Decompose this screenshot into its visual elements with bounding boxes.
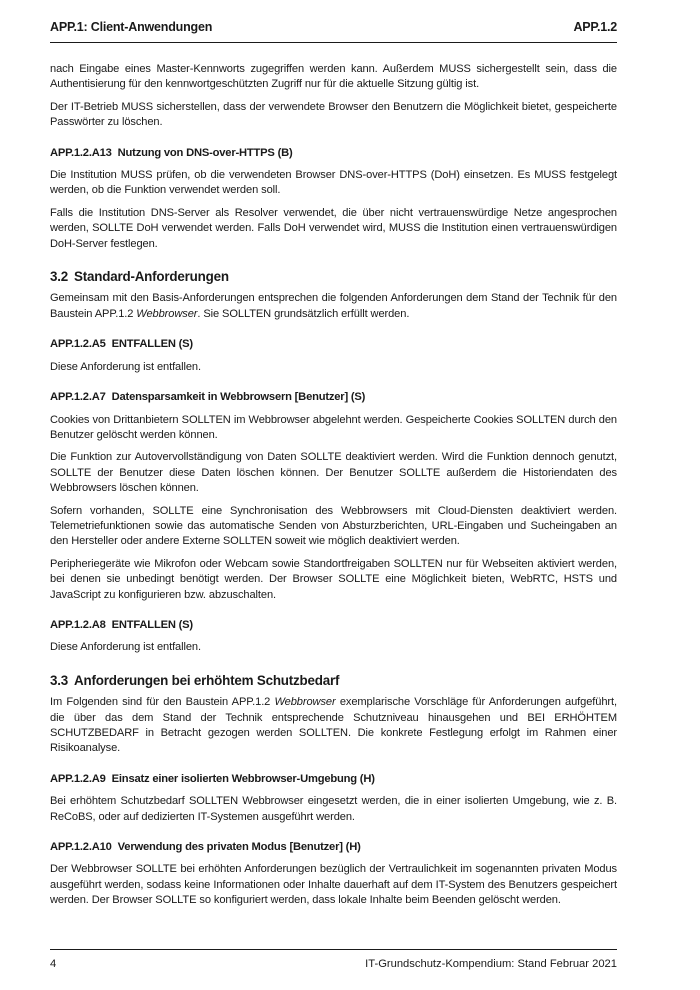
paragraph: Diese Anforderung ist entfallen. — [50, 360, 201, 373]
requirement-heading-a13 — [50, 146, 617, 161]
paragraph: Cookies von Drittanbietern SOLLTEN im Webbrowser abgelehnt werden. Gespeicherte Cookies SOLLTEN durch den Benutzer gelöscht werden können. — [50, 413, 617, 441]
paragraph: Bei erhöhtem Schutzbedarf SOLLTEN Webbrowser eingesetzt werden, die in einer isolierten Umgebung, wie z. B. ReCoBS, oder auf dedizierten IT-Systemen ausgeführt werden. — [50, 795, 617, 823]
requirement-title: Nutzung von DNS-over-HTTPS (B) — [117, 146, 293, 159]
paragraph: Peripheriegeräte wie Mikrofon oder Webcam sowie Standortfreigaben SOLLTEN nur für Webseiten aktiviert werden, bei denen sie unbedingt benötigt werden. Der Browser SOLLTE eine Möglichkeit bieten, WebRTC, HSTS und JavaScript zu konfigurieren bzw. abzuschalten. — [50, 557, 617, 601]
requirement-heading-a10 — [50, 840, 617, 855]
page-number: 4 — [50, 958, 57, 970]
chapter-title: APP.1: Client-Anwendungen — [50, 20, 213, 34]
page-header — [50, 20, 617, 43]
module-id: APP.1.2 — [573, 20, 617, 34]
paragraph: Der Webbrowser SOLLTE bei erhöhten Anforderungen bezüglich der Vertraulichkeit im sogenannten privaten Modus ausgeführt werden, sodass keine Informationen oder Inhalte dauerhaft auf dem IT-System des Benutzers gespeichert werden. Der Browser SOLLTE so konfiguriert werden, dass lokale Inhalte beim Beenden gelöscht werden. — [50, 863, 617, 907]
section-number: 3.3 — [50, 672, 69, 688]
document-source: IT-Grundschutz-Kompendium: Stand Februar 2021 — [365, 958, 617, 970]
requirement-title: ENTFALLEN (S) — [111, 618, 193, 631]
section-heading-3-3 — [50, 673, 617, 688]
requirement-title: Datensparsamkeit in Webbrowsern [Benutzer] (S) — [111, 391, 366, 404]
paragraph: Der IT-Betrieb MUSS sicherstellen, dass der verwendete Browser den Benutzern die Möglichkeit bietet, gespeicherte Passwörter zu löschen. — [50, 100, 617, 129]
paragraph: Diese Anforderung ist entfallen. — [50, 641, 201, 654]
requirement-heading-a8 — [50, 618, 617, 633]
section-heading-3-2 — [50, 269, 617, 284]
paragraph: Falls die Institution DNS-Server als Resolver verwendet, die über nicht vertrauenswürdige Netze angesprochen werden, SOLLTE DoH verwendet werden. Falls DoH verwendet wird, MUSS die Institution einen vertrauenswürdigen DoH-Server festlegen. — [50, 206, 617, 250]
requirement-id: APP.1.2.A8 — [50, 618, 106, 631]
paragraph: Die Institution MUSS prüfen, ob die verwendeten Browser DNS-over-HTTPS (DoH) einsetzen. Es MUSS festgelegt werden, ob die Funktion verwendet werden soll. — [50, 169, 617, 197]
requirement-heading-a9 — [50, 772, 617, 787]
paragraph: Gemeinsam mit den Basis-Anforderungen entsprechen die folgenden Anforderungen dem Stand der Technik für den Baustein APP.1.2 Webbrowser. Sie SOLLTEN grundsätzlich erfüllt werden. — [50, 292, 617, 320]
paragraph: Sofern vorhanden, SOLLTE eine Synchronisation des Webbrowsers mit Cloud-Diensten deaktiviert werden. Telemetriefunktionen sowie das automatische Senden von Absturzberichten, URL-Eingaben und Sucheingaben an den Hersteller oder andere Externe SOLLTEN soweit wie möglich deaktiviert werden. — [50, 504, 617, 548]
requirement-title: Einsatz einer isolierten Webbrowser-Umgebung (H) — [111, 772, 375, 785]
requirement-title: ENTFALLEN (S) — [111, 338, 193, 351]
requirement-id: APP.1.2.A7 — [50, 391, 106, 404]
requirement-id: APP.1.2.A10 — [50, 841, 112, 854]
paragraph: nach Eingabe eines Master-Kennworts zugegriffen werden kann. Außerdem MUSS sichergestellt sein, dass die Authentisierung für den kennwortgeschützten Zugriff nur für die aktuelle Sitzung gültig ist. — [50, 63, 617, 91]
requirement-id: APP.1.2.A9 — [50, 772, 106, 785]
paragraph: Im Folgenden sind für den Baustein APP.1.2 Webbrowser exemplarische Vorschläge für Anforderungen aufgeführt, die über das dem Stand der Technik entsprechende Schutzniveau hinausgehen und BEI ERHÖHTEM SCHUTZBEDARF in Betracht gezogen werden SOLLTEN. Die konkrete Festlegung erfolgt im Rahmen einer Risikoanalyse. — [50, 696, 617, 755]
requirement-title: Verwendung des privaten Modus [Benutzer] (H) — [117, 841, 361, 854]
requirement-heading-a5 — [50, 337, 617, 352]
requirement-id: APP.1.2.A5 — [50, 338, 106, 351]
section-title: Standard-Anforderungen — [74, 269, 229, 285]
page-footer — [50, 949, 617, 970]
requirement-heading-a7 — [50, 390, 617, 405]
paragraph: Die Funktion zur Autovervollständigung von Daten SOLLTE deaktiviert werden. Wird die Funktion dennoch genutzt, SOLLTE der Benutzer diese Daten löschen können. Der Benutzer SOLLTE außerdem die Historiendaten des Webbrowsers löschen können. — [50, 451, 617, 495]
requirement-id: APP.1.2.A13 — [50, 146, 112, 159]
section-title: Anforderungen bei erhöhtem Schutzbedarf — [74, 672, 340, 688]
page-content — [50, 62, 617, 916]
section-number: 3.2 — [50, 269, 69, 285]
